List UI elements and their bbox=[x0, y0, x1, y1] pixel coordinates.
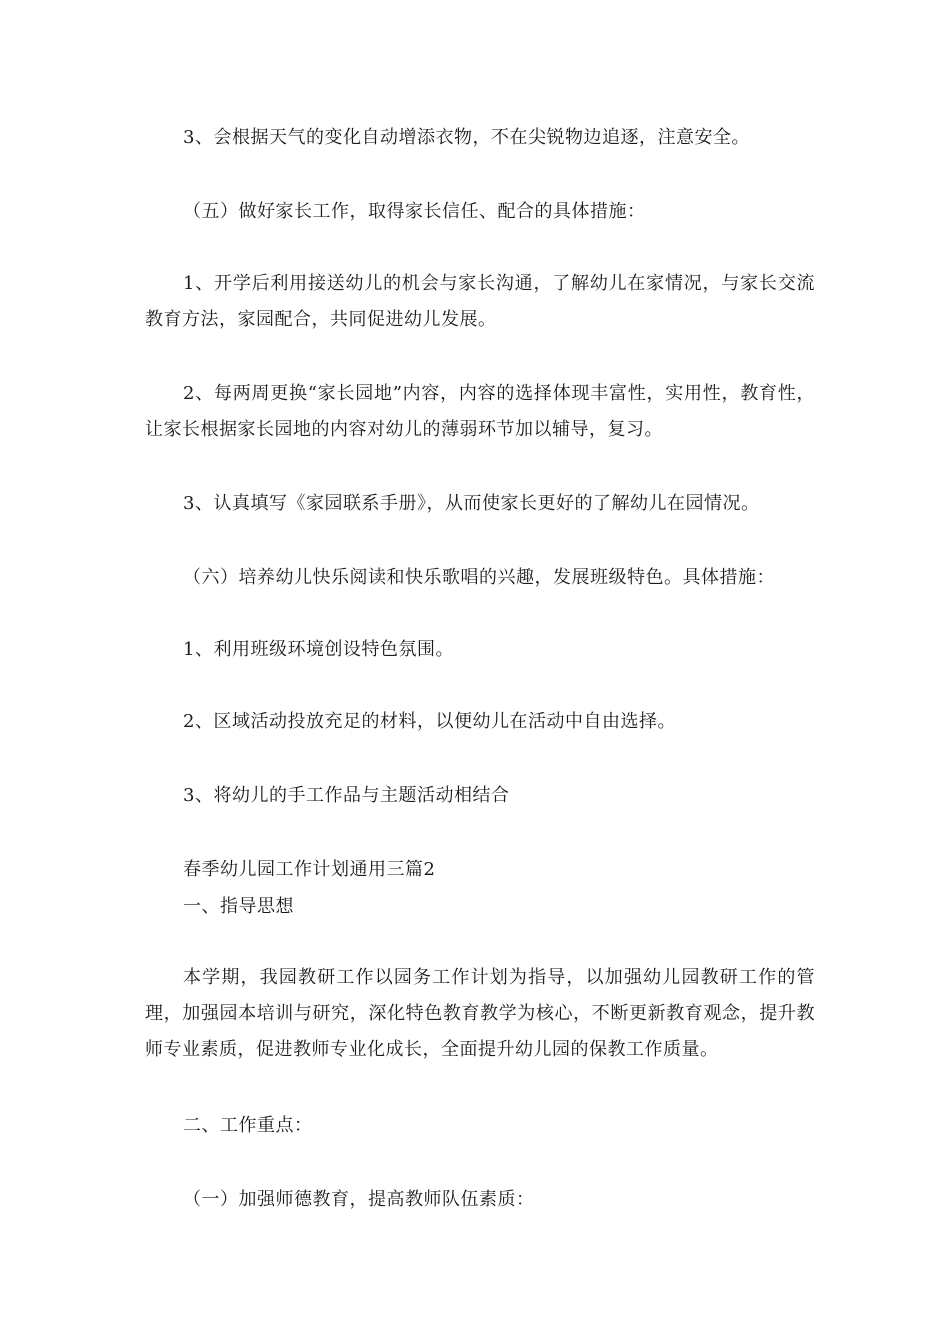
section-heading-guiding-thought: 一、指导思想 bbox=[183, 896, 294, 917]
paragraph-reading-singing-heading: （六）培养幼儿快乐阅读和快乐歌唱的兴趣，发展班级特色。具体措施： bbox=[183, 567, 775, 588]
paragraph-class-environment: 1、利用班级环境创设特色氛围。 bbox=[183, 639, 454, 660]
paragraph-area-activities: 2、区域活动投放充足的材料，以便幼儿在活动中自由选择。 bbox=[183, 711, 676, 732]
paragraph-parent-garden: 2、每两周更换“家长园地”内容，内容的选择体现丰富性，实用性，教育性，让家长根据家长园地的内容对幼儿的薄弱环节加以辅导，复习。 bbox=[145, 383, 815, 440]
paragraph-parent-communication: 1、开学后利用接送幼儿的机会与家长沟通，了解幼儿在家情况，与家长交流教育方法，家园配合，共同促进幼儿发展。 bbox=[145, 273, 815, 330]
section-heading-work-focus: 二、工作重点： bbox=[183, 1115, 313, 1136]
paragraph-contact-manual: 3、认真填写《家园联系手册》，从而使家长更好的了解幼儿在园情况。 bbox=[183, 493, 760, 514]
paragraph-teacher-ethics: （一）加强师德教育，提高教师队伍素质： bbox=[183, 1189, 535, 1210]
section-title: 春季幼儿园工作计划通用三篇2 bbox=[183, 859, 436, 880]
paragraph-parent-work-heading: （五）做好家长工作，取得家长信任、配合的具体措施： bbox=[183, 201, 646, 222]
paragraph-semester-overview: 本学期，我园教研工作以园务工作计划为指导，以加强幼儿园教研工作的管理，加强园本培训与研究，深化特色教育教学为核心，不断更新教育观念，提升教师专业素质，促进教师专业化成长，全面提升幼儿园的保教工作质量。 bbox=[145, 967, 815, 1060]
paragraph-safety: 3、会根据天气的变化自动增添衣物，不在尖锐物边追逐，注意安全。 bbox=[183, 127, 750, 148]
paragraph-handwork: 3、将幼儿的手工作品与主题活动相结合 bbox=[183, 785, 510, 806]
